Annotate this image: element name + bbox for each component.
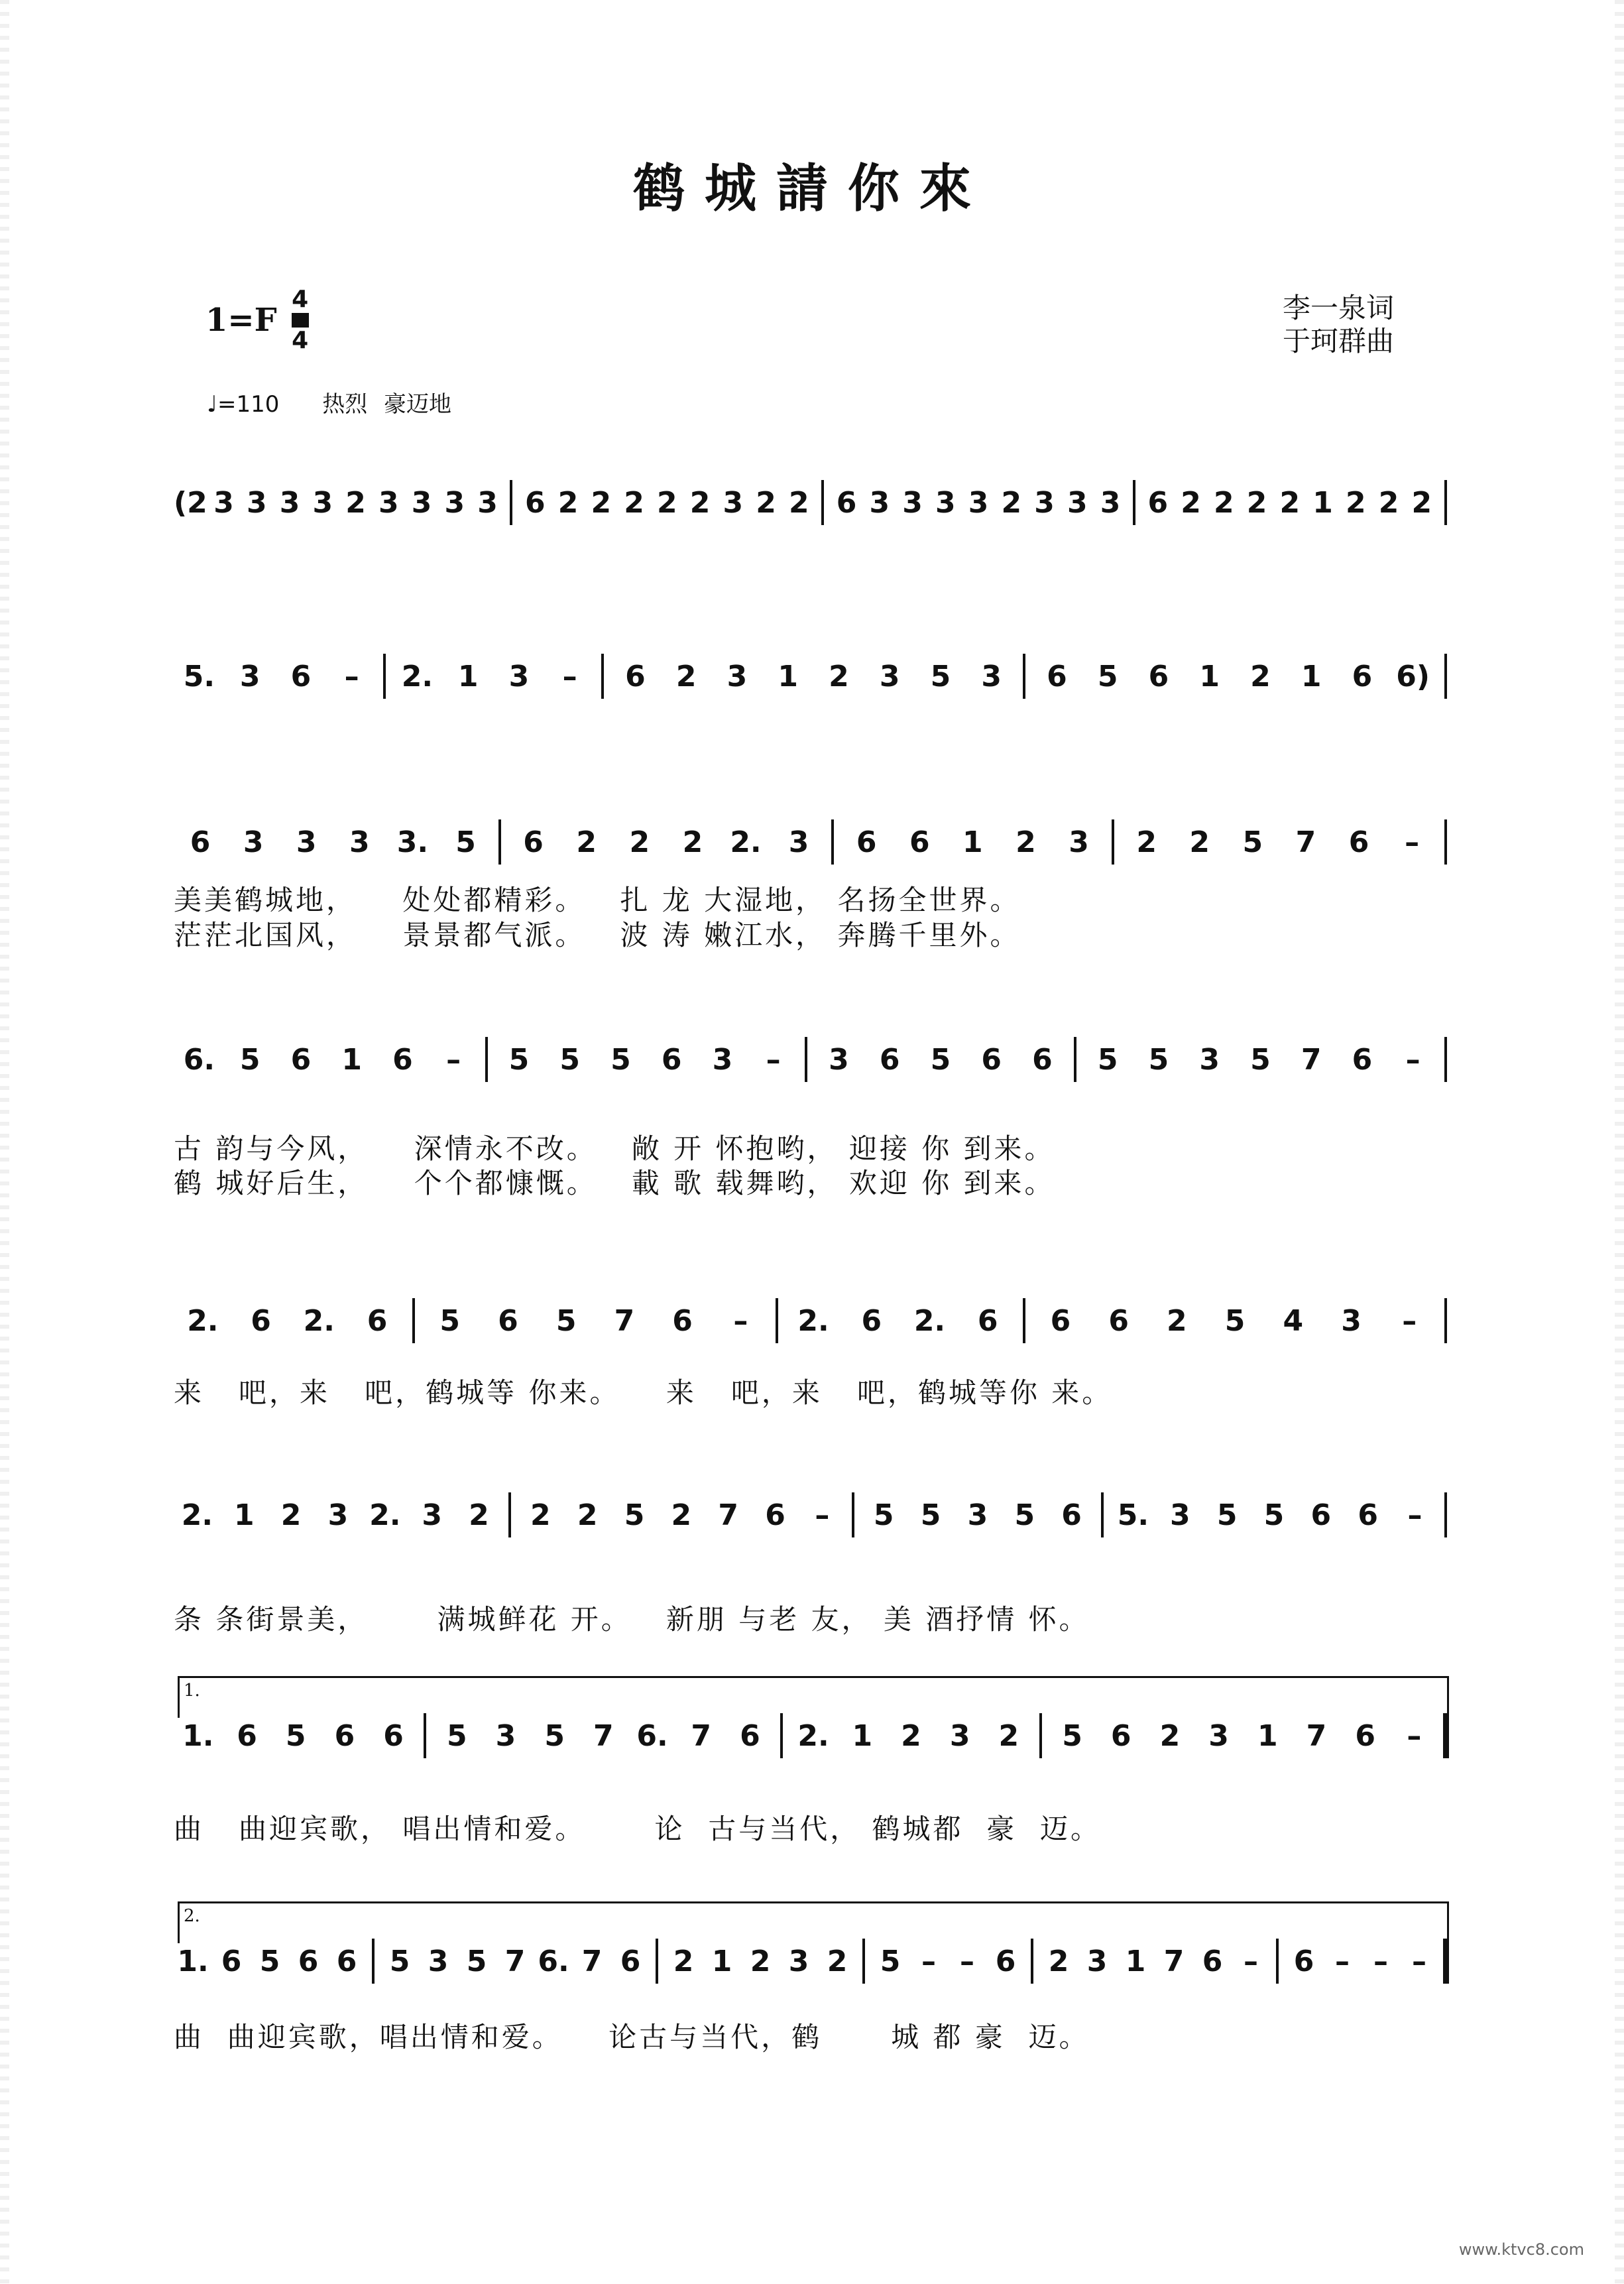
barline bbox=[1438, 1709, 1453, 1762]
expression-1: 热烈 bbox=[322, 391, 368, 418]
note: – bbox=[1402, 1303, 1417, 1338]
tempo-marking bbox=[207, 386, 487, 418]
note: 1. bbox=[182, 1718, 214, 1753]
notation-line-1 bbox=[174, 476, 1453, 529]
note: 2 bbox=[675, 659, 697, 693]
barline bbox=[1095, 1488, 1110, 1541]
barline bbox=[1438, 1294, 1453, 1347]
note: 5 bbox=[455, 825, 476, 859]
note: 3 bbox=[243, 825, 264, 859]
note: 6 bbox=[1110, 1718, 1131, 1753]
note: 1 bbox=[711, 1944, 732, 1978]
note: 5 bbox=[259, 1944, 280, 1978]
note: 3 bbox=[279, 485, 300, 520]
note: 6 bbox=[625, 659, 646, 693]
measure-sequence bbox=[174, 1033, 1453, 1086]
expression-2: 豪迈地 bbox=[384, 391, 452, 418]
left-border-decoration bbox=[0, 0, 9, 2284]
note: 6 bbox=[1032, 1042, 1053, 1077]
note: 3 bbox=[239, 659, 261, 693]
note: 6 bbox=[298, 1944, 319, 1978]
note: 2. bbox=[401, 659, 434, 693]
note: 2 bbox=[1181, 485, 1201, 520]
note: 2 bbox=[1214, 485, 1234, 520]
note: 2 bbox=[1189, 825, 1210, 859]
note: 3 bbox=[981, 659, 1002, 693]
note: 3 bbox=[723, 485, 744, 520]
note: 6 bbox=[290, 659, 312, 693]
note: 3 bbox=[902, 485, 923, 520]
note: 5 bbox=[1250, 1042, 1271, 1077]
note: – bbox=[1244, 1944, 1258, 1978]
note: 1 bbox=[962, 825, 983, 859]
note: 6 bbox=[221, 1944, 242, 1978]
notation-line-6 bbox=[174, 1488, 1453, 1541]
note: 3 bbox=[411, 485, 432, 520]
notation-line-3 bbox=[174, 815, 1453, 869]
note: 3 bbox=[967, 1498, 988, 1532]
barline bbox=[1438, 1935, 1453, 1988]
note: 5 bbox=[239, 1042, 261, 1077]
note: 5 bbox=[930, 659, 951, 693]
note: – bbox=[1335, 1944, 1350, 1978]
note: 3 bbox=[788, 825, 809, 859]
barline bbox=[799, 1033, 813, 1086]
note: 7 bbox=[1295, 825, 1316, 859]
note: 6 bbox=[525, 485, 546, 520]
note: 2 bbox=[789, 485, 809, 520]
note: 2. bbox=[181, 1498, 213, 1532]
note: 6 bbox=[1108, 1303, 1129, 1338]
lyrics-7: 曲 曲迎宾歌， 唱出情和爱。 论 古与当代， 鹤城都 豪 迈。 bbox=[174, 1813, 1101, 1845]
barline bbox=[1438, 650, 1453, 703]
note: 6 bbox=[672, 1303, 693, 1338]
barline bbox=[1438, 476, 1453, 529]
measure-sequence bbox=[174, 1709, 1453, 1762]
note: 2 bbox=[689, 485, 711, 520]
note: 2 bbox=[280, 1498, 302, 1532]
note: 2 bbox=[345, 485, 366, 520]
note: 6. bbox=[538, 1944, 569, 1978]
note: 6 bbox=[981, 1042, 1002, 1077]
note: 3 bbox=[726, 659, 748, 693]
first-ending-label: 1. bbox=[184, 1681, 200, 1701]
note: 6 bbox=[367, 1303, 388, 1338]
note: 5 bbox=[1263, 1498, 1285, 1532]
note: 6 bbox=[1358, 1498, 1378, 1532]
note: 6 bbox=[334, 1718, 355, 1753]
notation-line-8 bbox=[174, 1935, 1453, 1988]
lyrics-3b: 茫茫北国风， 景景都气派。 波 涛 嫩江水， 奔腾千里外。 bbox=[174, 919, 1021, 951]
note: 6 bbox=[1352, 659, 1373, 693]
note: 3 bbox=[296, 825, 317, 859]
note: 5 bbox=[466, 1944, 487, 1978]
note: 3 bbox=[935, 485, 956, 520]
note: 3 bbox=[1100, 485, 1121, 520]
barline bbox=[1106, 815, 1120, 869]
barline bbox=[418, 1709, 432, 1762]
barline bbox=[1017, 1294, 1031, 1347]
note: 3 bbox=[428, 1944, 449, 1978]
note: 3 bbox=[378, 485, 399, 520]
note: 7 bbox=[614, 1303, 635, 1338]
note: 6. bbox=[636, 1718, 668, 1753]
measure-sequence bbox=[174, 1294, 1453, 1347]
note: 3 bbox=[1067, 485, 1088, 520]
note: 2 bbox=[1411, 485, 1432, 520]
note: 1 bbox=[1301, 659, 1322, 693]
note: 2 bbox=[577, 1498, 598, 1532]
lyrics-4a: 古 韵与今风， 深情永不改。 敞 开 怀抱哟， 迎接 你 到来。 bbox=[174, 1132, 1055, 1165]
note: 6 bbox=[290, 1042, 312, 1077]
tempo-bpm: ♩=110 bbox=[207, 391, 280, 418]
note: 5 bbox=[873, 1498, 894, 1532]
lyrics-6: 条 条街景美， 满城鲜花 开。 新朋 与老 友， 美 酒抒情 怀。 bbox=[174, 1603, 1090, 1636]
note: 5 bbox=[555, 1303, 577, 1338]
time-bottom: 4 bbox=[292, 327, 309, 354]
time-signature bbox=[292, 286, 309, 354]
note: 6 bbox=[1293, 1944, 1314, 1978]
note: 6 bbox=[1148, 659, 1169, 693]
note: 6 bbox=[661, 1042, 682, 1077]
measure-sequence bbox=[174, 815, 1453, 869]
note: 6 bbox=[523, 825, 544, 859]
note: 6 bbox=[740, 1718, 760, 1753]
note: 5 bbox=[1242, 825, 1263, 859]
note: 6 bbox=[251, 1303, 271, 1338]
note: 2 bbox=[682, 825, 703, 859]
note: 5 bbox=[389, 1944, 410, 1978]
note: 5 bbox=[624, 1498, 645, 1532]
note: 5 bbox=[446, 1718, 467, 1753]
note: 6 bbox=[336, 1944, 357, 1978]
song-title: 鹤城請你來 bbox=[632, 158, 991, 219]
note: 6 bbox=[977, 1303, 998, 1338]
note: 3 bbox=[1341, 1303, 1362, 1338]
note: 2 bbox=[829, 659, 849, 693]
lyrics-5: 来 吧，来 吧，鹤城等 你来。 来 吧，来 吧，鹤城等你 来。 bbox=[174, 1376, 1113, 1409]
note: 7 bbox=[1301, 1042, 1322, 1077]
barline bbox=[1033, 1709, 1048, 1762]
note: 2 bbox=[576, 825, 597, 859]
barline bbox=[1438, 1488, 1453, 1541]
note: – bbox=[1405, 825, 1420, 859]
note: 2. bbox=[797, 1718, 829, 1753]
note: 5 bbox=[1148, 1042, 1169, 1077]
note: 3. bbox=[396, 825, 429, 859]
note: 3 bbox=[1069, 825, 1089, 859]
note: 5 bbox=[610, 1042, 631, 1077]
note: 3 bbox=[422, 1498, 442, 1532]
note: 3 bbox=[869, 485, 890, 520]
key-signature bbox=[205, 286, 309, 354]
measure-sequence bbox=[174, 476, 1453, 529]
note: 5 bbox=[1014, 1498, 1035, 1532]
note: 3 bbox=[968, 485, 989, 520]
note: 6 bbox=[836, 485, 857, 520]
note: 3 bbox=[788, 1944, 809, 1978]
note: 2 bbox=[1246, 485, 1267, 520]
note: 3 bbox=[444, 485, 465, 520]
note: 5 bbox=[880, 1944, 901, 1978]
note: 7 bbox=[581, 1944, 603, 1978]
note: – bbox=[1405, 1042, 1421, 1077]
note: 6 bbox=[1348, 825, 1369, 859]
note: 3 bbox=[1034, 485, 1055, 520]
barline bbox=[502, 1488, 517, 1541]
note: 2 bbox=[1048, 1944, 1069, 1978]
note: 6 bbox=[765, 1498, 785, 1532]
note: 5. bbox=[1117, 1498, 1149, 1532]
time-top: 4 bbox=[292, 286, 309, 313]
barline bbox=[406, 1294, 421, 1347]
note: 1 bbox=[778, 659, 798, 693]
note: – bbox=[1407, 1718, 1422, 1753]
note: 2 bbox=[1346, 485, 1366, 520]
note: 3 bbox=[247, 485, 267, 520]
note: 1 bbox=[1312, 485, 1333, 520]
measure-sequence bbox=[174, 650, 1453, 703]
note: 7 bbox=[718, 1498, 739, 1532]
note: – bbox=[960, 1944, 974, 1978]
note: 7 bbox=[504, 1944, 526, 1978]
note: 2 bbox=[1279, 485, 1301, 520]
lyrics-8: 曲 曲迎宾歌，唱出情和爱。 论古与当代，鹤 城 都 豪 迈。 bbox=[174, 2021, 1090, 2053]
note: 3 bbox=[213, 485, 234, 520]
note: 2 bbox=[657, 485, 677, 520]
lyricist: 李一泉词 bbox=[1283, 292, 1395, 324]
note: 6 bbox=[995, 1944, 1016, 1978]
note: 5 bbox=[544, 1718, 565, 1753]
note: 5 bbox=[439, 1303, 461, 1338]
barline bbox=[1068, 1033, 1082, 1086]
note: (2 bbox=[174, 485, 207, 520]
note: 5 bbox=[1097, 659, 1118, 693]
note: – bbox=[766, 1042, 781, 1077]
measure-sequence bbox=[174, 1935, 1453, 1988]
note: 3 bbox=[312, 485, 333, 520]
note: 2 bbox=[998, 1718, 1019, 1753]
note: 3 bbox=[477, 485, 498, 520]
barline bbox=[1438, 1033, 1453, 1086]
barline bbox=[1270, 1935, 1285, 1988]
barline bbox=[1025, 1935, 1039, 1988]
note: 3 bbox=[879, 659, 900, 693]
lyrics-3a: 美美鹤城地， 处处都精彩。 扎 龙 大湿地， 名扬全世界。 bbox=[174, 884, 1021, 916]
note: 5 bbox=[559, 1042, 580, 1077]
note: 6 bbox=[856, 825, 877, 859]
note: 6 bbox=[190, 825, 211, 859]
barline bbox=[815, 476, 830, 529]
barline bbox=[366, 1935, 380, 1988]
barline bbox=[1127, 476, 1141, 529]
note: – bbox=[733, 1303, 748, 1338]
note: 6 bbox=[909, 825, 930, 859]
note: 6 bbox=[1355, 1718, 1375, 1753]
note: 5 bbox=[930, 1042, 951, 1077]
note: 1 bbox=[1257, 1718, 1278, 1753]
note: 7 bbox=[1163, 1944, 1185, 1978]
note: 1 bbox=[457, 659, 479, 693]
note: – bbox=[1407, 1498, 1422, 1532]
note: 7 bbox=[593, 1718, 614, 1753]
notation-line-5 bbox=[174, 1294, 1453, 1347]
watermark: www.ktvc8.com bbox=[1458, 2240, 1584, 2259]
note: 6 bbox=[498, 1303, 518, 1338]
note: – bbox=[446, 1042, 461, 1077]
notation-line-2 bbox=[174, 650, 1453, 703]
note: 4 bbox=[1283, 1303, 1304, 1338]
second-ending-label: 2. bbox=[184, 1906, 200, 1926]
note: 2 bbox=[827, 1944, 848, 1978]
note: 1 bbox=[1125, 1944, 1146, 1978]
note: 7 bbox=[1306, 1718, 1327, 1753]
note: 7 bbox=[691, 1718, 712, 1753]
note: 6 bbox=[1047, 659, 1067, 693]
note: 2 bbox=[1136, 825, 1157, 859]
note: – bbox=[562, 659, 577, 693]
notation-line-7 bbox=[174, 1709, 1453, 1762]
barline bbox=[1438, 815, 1453, 869]
note: 1 bbox=[852, 1718, 873, 1753]
note: 1 bbox=[1199, 659, 1220, 693]
note: 5 bbox=[508, 1042, 530, 1077]
note: 2 bbox=[629, 825, 650, 859]
note: 2 bbox=[1159, 1718, 1181, 1753]
note: 2 bbox=[469, 1498, 489, 1532]
note: 2 bbox=[530, 1498, 551, 1532]
note: 2 bbox=[756, 485, 776, 520]
note: 2 bbox=[557, 485, 579, 520]
note: 5 bbox=[285, 1718, 306, 1753]
barline bbox=[856, 1935, 871, 1988]
note: 2 bbox=[591, 485, 612, 520]
note: – bbox=[344, 659, 359, 693]
lyrics-4b: 鹤 城好后生， 个个都慷慨。 載 歌 载舞哟， 欢迎 你 到来。 bbox=[174, 1167, 1055, 1199]
barline bbox=[377, 650, 392, 703]
note: 6. bbox=[183, 1042, 215, 1077]
barline bbox=[479, 1033, 494, 1086]
note: 3 bbox=[1199, 1042, 1220, 1077]
credits bbox=[1283, 292, 1394, 358]
note: 6 bbox=[1147, 485, 1169, 520]
note: 3 bbox=[508, 659, 530, 693]
note: 6 bbox=[879, 1042, 900, 1077]
measure-sequence bbox=[174, 1488, 1453, 1541]
barline bbox=[493, 815, 507, 869]
note: – bbox=[921, 1944, 936, 1978]
note: 3 bbox=[829, 1042, 849, 1077]
note: 2. bbox=[913, 1303, 946, 1338]
note: 6 bbox=[861, 1303, 882, 1338]
note: 6 bbox=[237, 1718, 257, 1753]
note: 3 bbox=[1208, 1718, 1229, 1753]
note: 2. bbox=[303, 1303, 335, 1338]
note: 5 bbox=[1216, 1498, 1238, 1532]
note: – bbox=[1373, 1944, 1388, 1978]
barline bbox=[825, 815, 840, 869]
note: 3 bbox=[1169, 1498, 1190, 1532]
note: 2 bbox=[750, 1944, 771, 1978]
barline bbox=[846, 1488, 860, 1541]
note: 1 bbox=[341, 1042, 362, 1077]
note: 2 bbox=[624, 485, 644, 520]
note: 5. bbox=[183, 659, 215, 693]
note: 2. bbox=[797, 1303, 829, 1338]
notation-line-4 bbox=[174, 1033, 1453, 1086]
note: 2. bbox=[730, 825, 762, 859]
barline bbox=[1017, 650, 1031, 703]
key-text: 1=F bbox=[205, 302, 277, 339]
note: 3 bbox=[1086, 1944, 1108, 1978]
note: 3 bbox=[949, 1718, 970, 1753]
note: 5 bbox=[1097, 1042, 1118, 1077]
note: 2 bbox=[1015, 825, 1036, 859]
barline bbox=[595, 650, 610, 703]
note: 2 bbox=[1378, 485, 1399, 520]
note: 1 bbox=[233, 1498, 255, 1532]
note: 3 bbox=[495, 1718, 516, 1753]
note: 6 bbox=[392, 1042, 413, 1077]
barline bbox=[774, 1709, 789, 1762]
note: 6 bbox=[1202, 1944, 1223, 1978]
note: 6 bbox=[1050, 1303, 1071, 1338]
barline bbox=[504, 476, 518, 529]
right-border-decoration bbox=[1615, 0, 1624, 2284]
note: 2. bbox=[369, 1498, 401, 1532]
note: 5 bbox=[1062, 1718, 1082, 1753]
note: 6) bbox=[1396, 659, 1430, 693]
note: 2 bbox=[673, 1944, 694, 1978]
note: 6 bbox=[1352, 1042, 1373, 1077]
note: 5 bbox=[1224, 1303, 1246, 1338]
note: 2 bbox=[1250, 659, 1271, 693]
note: 6 bbox=[620, 1944, 641, 1978]
note: 2. bbox=[187, 1303, 219, 1338]
composer: 于珂群曲 bbox=[1283, 325, 1395, 357]
note: 6 bbox=[383, 1718, 404, 1753]
note: 6 bbox=[1061, 1498, 1082, 1532]
barline bbox=[650, 1935, 664, 1988]
note: – bbox=[815, 1498, 830, 1532]
note: 1. bbox=[177, 1944, 209, 1978]
note: 3 bbox=[349, 825, 370, 859]
note: – bbox=[1412, 1944, 1426, 1978]
note: 3 bbox=[712, 1042, 733, 1077]
note: 3 bbox=[327, 1498, 349, 1532]
note: 2 bbox=[1001, 485, 1022, 520]
note: 2 bbox=[671, 1498, 692, 1532]
note: 2 bbox=[901, 1718, 921, 1753]
barline bbox=[770, 1294, 784, 1347]
note: 5 bbox=[920, 1498, 941, 1532]
note: 2 bbox=[1167, 1303, 1187, 1338]
note: 6 bbox=[1310, 1498, 1332, 1532]
